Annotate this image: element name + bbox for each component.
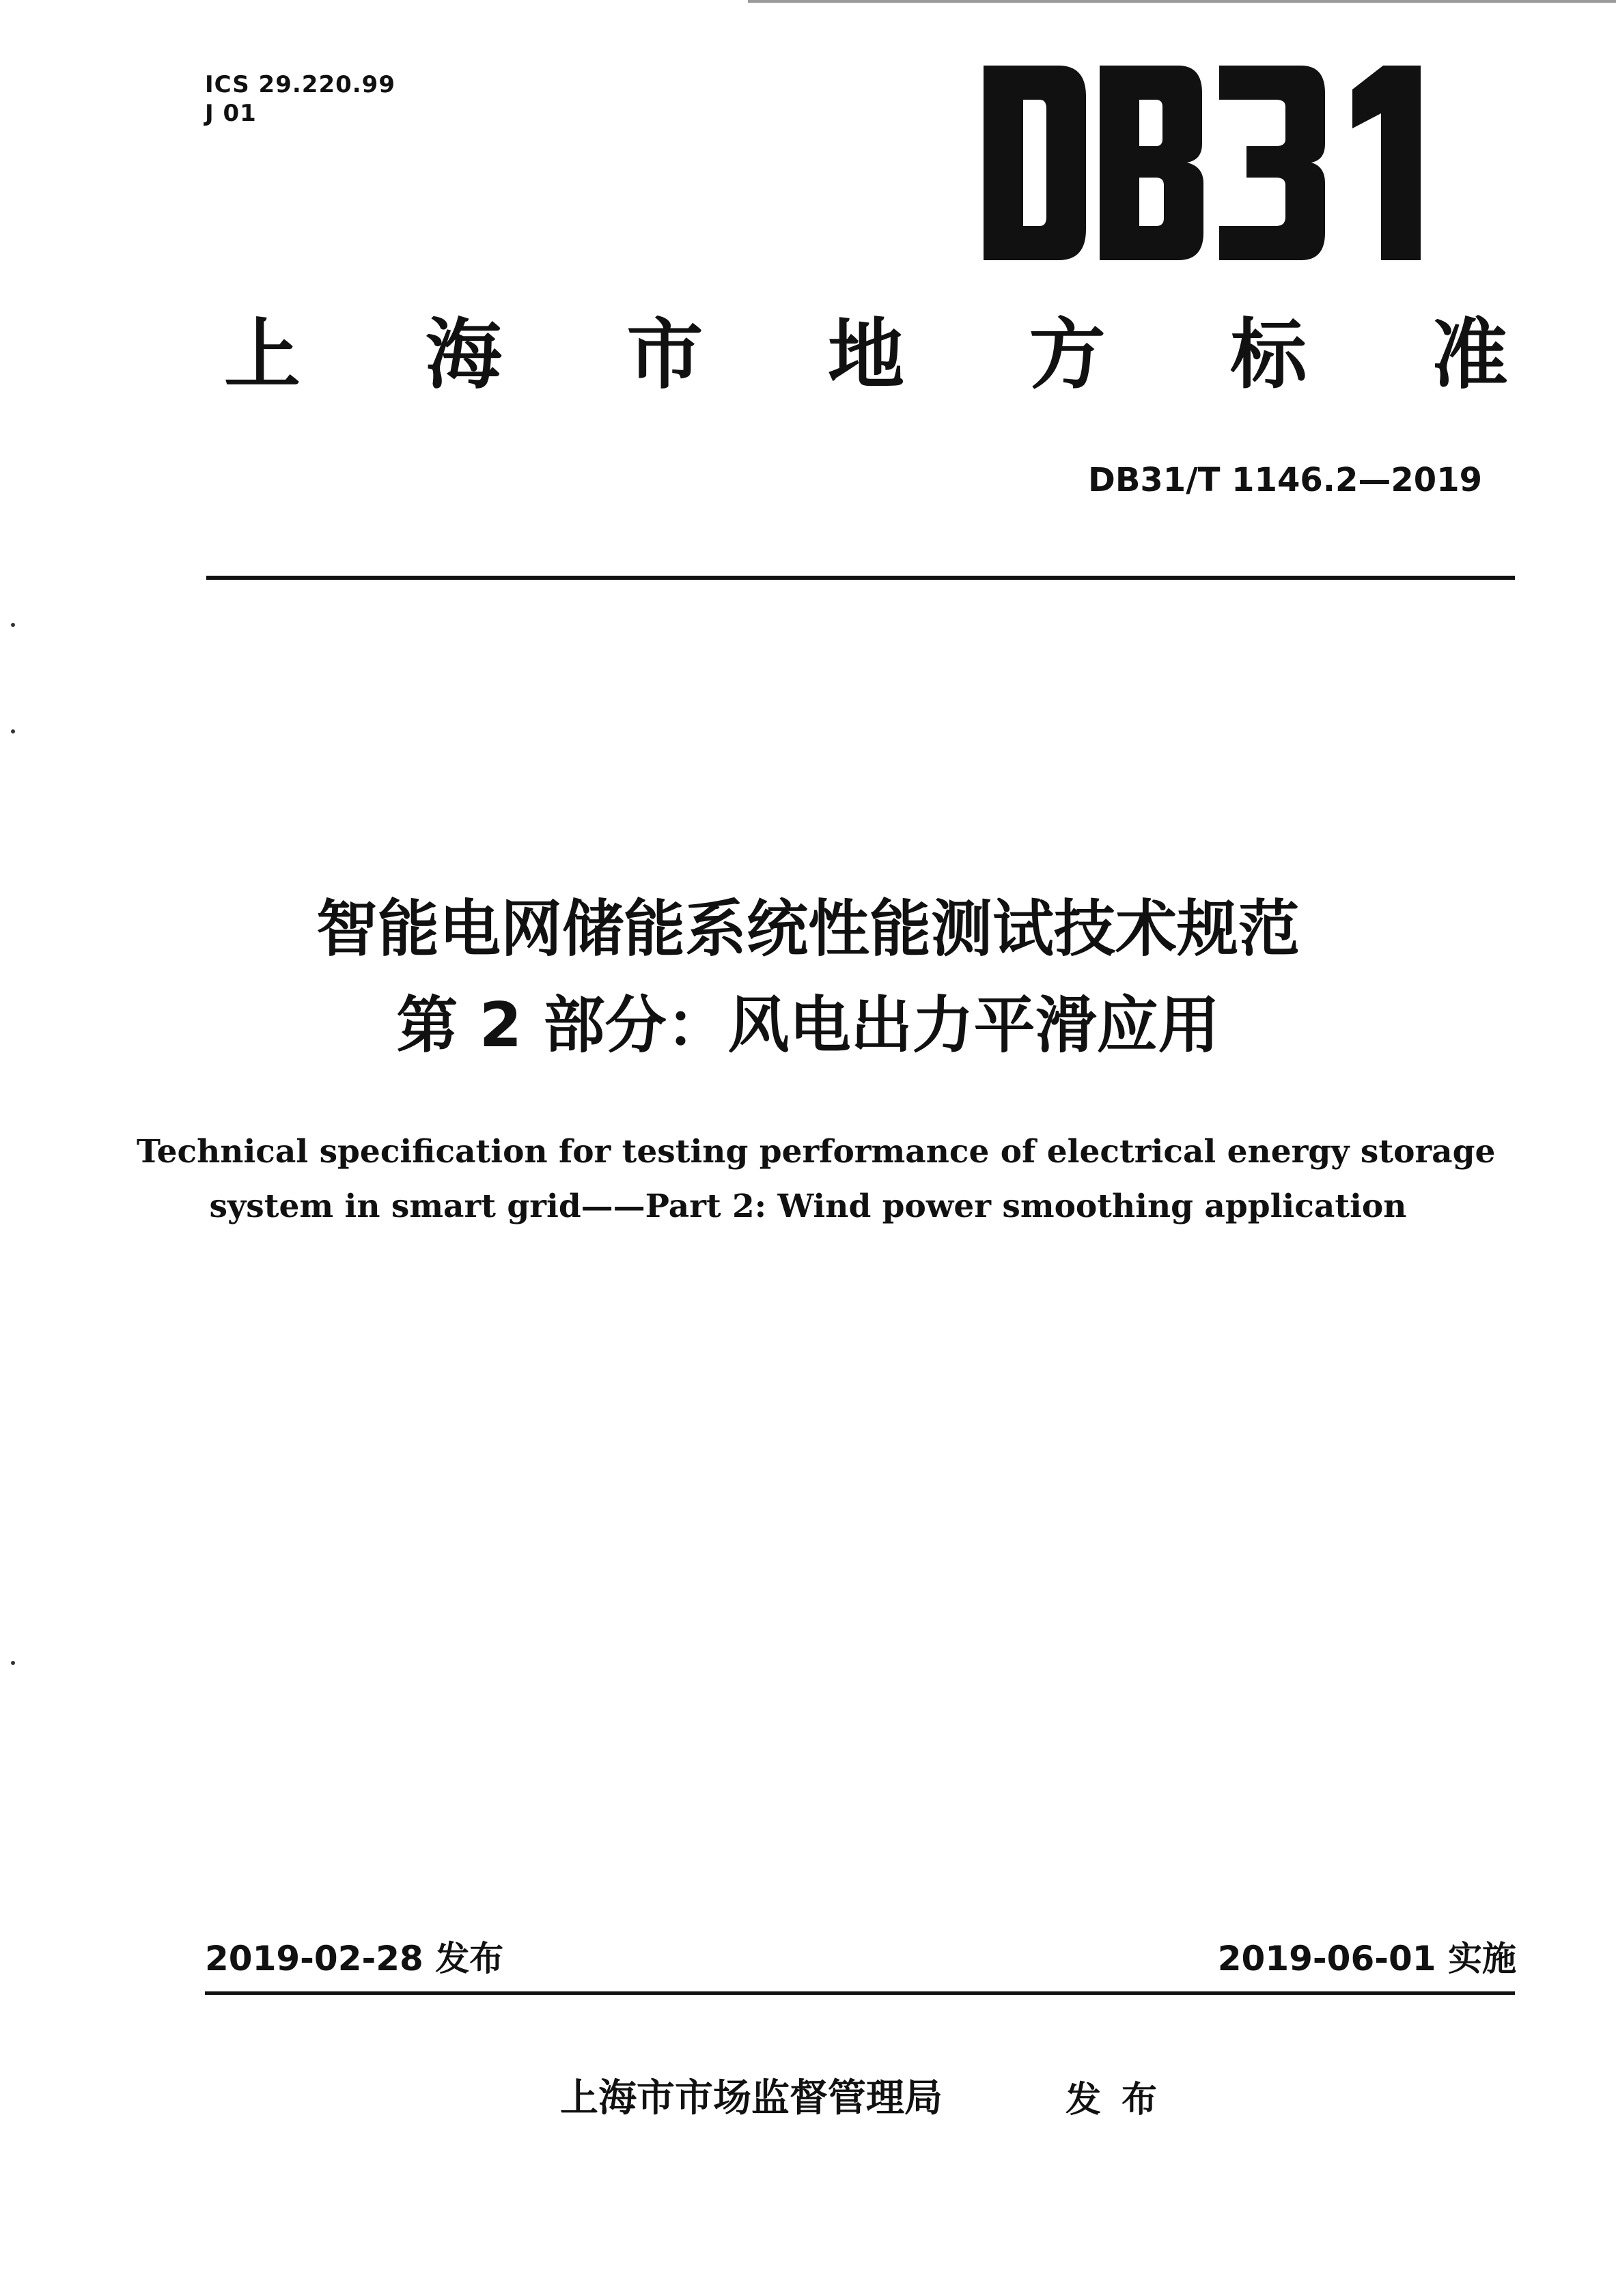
standard-type-char: 市 bbox=[626, 311, 703, 400]
publisher-name: 上海市市场监督管理局 bbox=[560, 2076, 943, 2120]
chinese-title-line-1: 智能电网储能系统性能测试技术规范 bbox=[316, 893, 1300, 965]
standard-type-char: 上 bbox=[224, 311, 301, 400]
implementation-date: 2019-06-01 实施 bbox=[1217, 1939, 1516, 1978]
standard-type-char: 方 bbox=[1029, 311, 1106, 400]
ics-classification bbox=[205, 70, 395, 128]
scan-speck bbox=[11, 623, 15, 627]
english-title-line-1: Technical specification for testing performance of electrical energy storage bbox=[137, 1133, 1496, 1171]
ics-code: ICS 29.220.99 bbox=[205, 71, 395, 98]
db31-logo bbox=[984, 66, 1421, 260]
english-title-line-2: system in smart grid——Part 2: Wind power smoothing application bbox=[209, 1188, 1407, 1225]
scan-speck bbox=[11, 729, 15, 733]
standard-type-char: 标 bbox=[1230, 311, 1307, 400]
standard-type-title bbox=[224, 311, 1508, 400]
category-code: J 01 bbox=[205, 100, 257, 127]
chinese-title-line-2: 第 2 部分：风电出力平滑应用 bbox=[396, 990, 1220, 1061]
top-divider bbox=[206, 576, 1515, 580]
standard-number: DB31/T 1146.2—2019 bbox=[1087, 461, 1482, 499]
publisher-action: 发布 bbox=[1065, 2080, 1178, 2120]
bottom-divider bbox=[205, 1991, 1515, 1995]
issue-date: 2019-02-28 发布 bbox=[205, 1939, 504, 1978]
standard-type-char: 地 bbox=[827, 311, 904, 400]
scan-speck bbox=[11, 1661, 15, 1665]
standard-type-char: 准 bbox=[1431, 311, 1508, 400]
standard-type-char: 海 bbox=[425, 311, 502, 400]
scan-artifact-line bbox=[748, 0, 1616, 3]
